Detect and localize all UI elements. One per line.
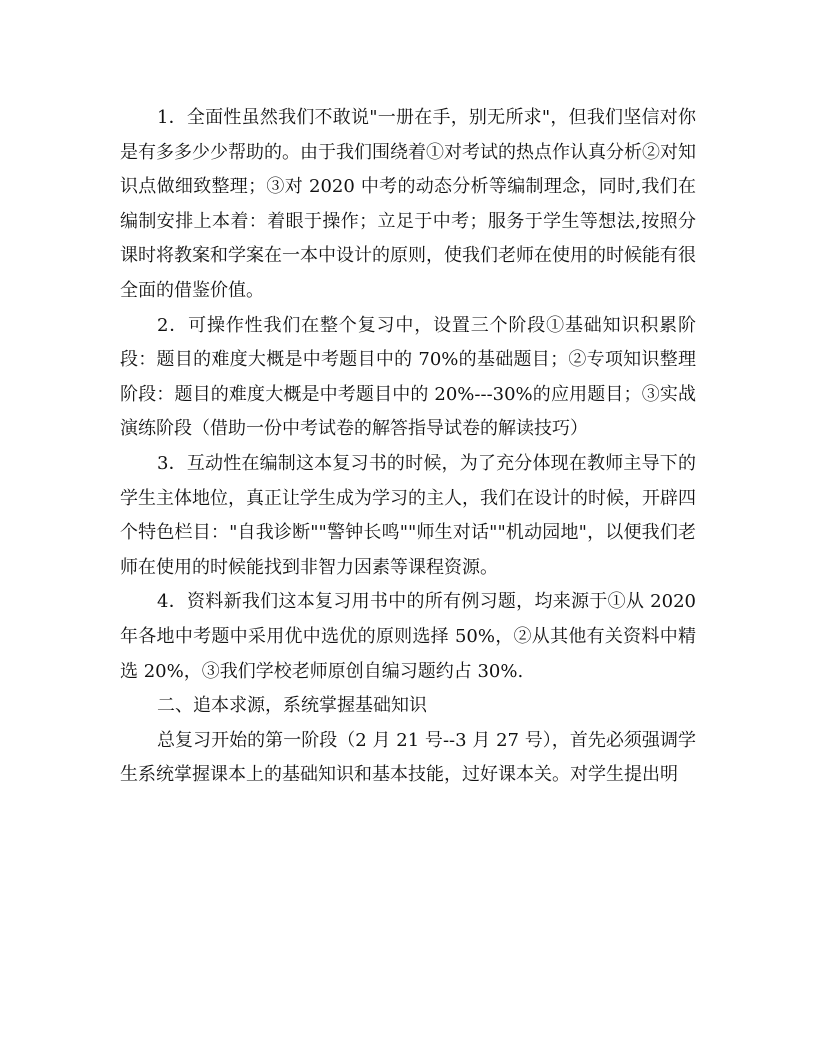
section-heading: 二、追本求源，系统掌握基础知识 <box>157 695 427 717</box>
paragraph-comprehensiveness: 1．全面性虽然我们不敢说"一册在手，别无所求"，但我们坚信对你是有多多少少帮助的。由于我们围绕着①对考试的热点作认真分析②对知识点做细致整理；③对 2020 中考的动态分析等编制理念，同时,我们在编制安排上本着：着眼于操作；立足于中考；服务于学生等想法,按照分课时将教案和学案在一本中设计的原则，使我们老师在使用的时候能有很全面的借鉴价值。 <box>120 107 696 301</box>
paragraph-operability: 2．可操作性我们在整个复习中，设置三个阶段①基础知识积累阶段：题目的难度大概是中考题目中的 70%的基础题目；②专项知识整理阶段：题目的难度大概是中考题目中的 20%---30%的应用题目；③实战演练阶段（借助一份中考试卷的解答指导试卷的解读技巧） <box>120 314 696 440</box>
paragraph-first-stage: 总复习开始的第一阶段（2 月 21 号--3 月 27 号），首先必须强调学生系统掌握课本上的基础知识和基本技能，过好课本关。对学生提出明 <box>120 729 696 786</box>
paragraph-interactivity: 3．互动性在编制这本复习书的时候，为了充分体现在教师主导下的学生主体地位，真正让学生成为学习的主人，我们在设计的时候，开辟四个特色栏目："自我诊断""警钟长鸣""师生对话""机动园地"，以便我们老师在使用的时候能找到非智力因素等课程资源。 <box>120 452 696 578</box>
document-body <box>120 101 696 793</box>
paragraph-new-materials: 4．资料新我们这本复习用书中的所有例习题，均来源于①从 2020 年各地中考题中采用优中选优的原则选择 50%，②从其他有关资料中精选 20%，③我们学校老师原创自编习题约占 30%. <box>120 591 696 682</box>
